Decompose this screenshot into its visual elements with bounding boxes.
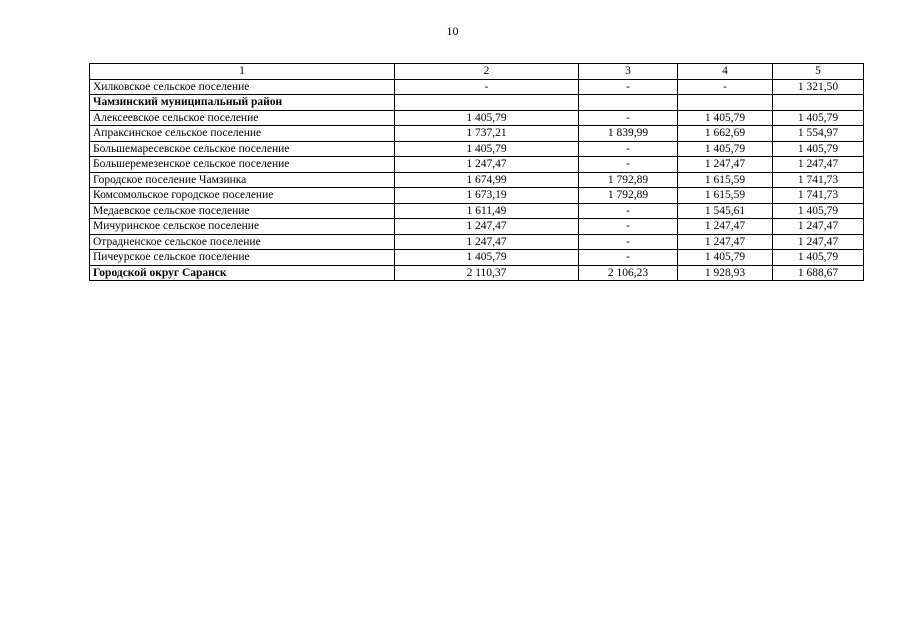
cell-col-3: 1 792,89: [579, 188, 678, 204]
cell-col-5: 1 405,79: [773, 250, 864, 266]
cell-col-5: 1 688,67: [773, 265, 864, 281]
table-row: [90, 219, 864, 235]
cell-col-5: 1 405,79: [773, 141, 864, 157]
row-name: Хилковское сельское поселение: [90, 79, 395, 95]
cell-col-2: [395, 95, 579, 111]
cell-col-2: -: [395, 79, 579, 95]
cell-col-4: 1 405,79: [678, 110, 773, 126]
cell-col-4: 1 615,59: [678, 188, 773, 204]
column-header-3: 3: [579, 64, 678, 80]
cell-col-4: 1 405,79: [678, 250, 773, 266]
table-row-section: [90, 265, 864, 281]
row-name: Большемаресевское сельское поселение: [90, 141, 395, 157]
cell-col-5: 1 321,50: [773, 79, 864, 95]
cell-col-4: 1 928,93: [678, 265, 773, 281]
table-row: [90, 126, 864, 142]
row-name: Отрадненское сельское поселение: [90, 234, 395, 250]
cell-col-3: -: [579, 203, 678, 219]
cell-col-5: 1 554,97: [773, 126, 864, 142]
cell-col-5: 1 741,73: [773, 172, 864, 188]
table-row: [90, 188, 864, 204]
cell-col-5: 1 247,47: [773, 219, 864, 235]
cell-col-5: 1 247,47: [773, 234, 864, 250]
table-row-section: [90, 95, 864, 111]
column-header-2: 2: [395, 64, 579, 80]
cell-col-4: 1 247,47: [678, 219, 773, 235]
table-row: [90, 157, 864, 173]
cell-col-2: 1 611,49: [395, 203, 579, 219]
row-name: Медаевское сельское поселение: [90, 203, 395, 219]
cell-col-3: -: [579, 157, 678, 173]
cell-col-2: 1 674,99: [395, 172, 579, 188]
page-number: 10: [446, 24, 459, 38]
cell-col-5: 1 741,73: [773, 188, 864, 204]
table-row: [90, 79, 864, 95]
cell-col-2: 1 247,47: [395, 234, 579, 250]
cell-col-3: -: [579, 110, 678, 126]
cell-col-2: 1 737,21: [395, 126, 579, 142]
cell-col-2: 1 673,19: [395, 188, 579, 204]
cell-col-3: -: [579, 141, 678, 157]
table-row: [90, 141, 864, 157]
row-name: Алексеевское сельское поселение: [90, 110, 395, 126]
cell-col-2: 1 405,79: [395, 141, 579, 157]
cell-col-3: -: [579, 219, 678, 235]
table-row: [90, 250, 864, 266]
table-row: [90, 172, 864, 188]
cell-col-2: 1 247,47: [395, 219, 579, 235]
column-header-4: 4: [678, 64, 773, 80]
row-name: Городской округ Саранск: [90, 265, 395, 281]
column-header-5: 5: [773, 64, 864, 80]
row-name: Мичуринское сельское поселение: [90, 219, 395, 235]
table-row: [90, 203, 864, 219]
cell-col-4: 1 247,47: [678, 157, 773, 173]
cell-col-5: 1 247,47: [773, 157, 864, 173]
row-name: Комсомольское городское поселение: [90, 188, 395, 204]
cell-col-3: -: [579, 79, 678, 95]
cell-col-3: [579, 95, 678, 111]
cell-col-4: 1 615,59: [678, 172, 773, 188]
cell-col-4: 1 405,79: [678, 141, 773, 157]
header-row: [90, 64, 864, 80]
cell-col-5: 1 405,79: [773, 110, 864, 126]
cell-col-3: 1 792,89: [579, 172, 678, 188]
table-row: [90, 110, 864, 126]
row-name: Апраксинское сельское поселение: [90, 126, 395, 142]
row-name: Пичеурское сельское поселение: [90, 250, 395, 266]
cell-col-3: 2 106,23: [579, 265, 678, 281]
cell-col-5: 1 405,79: [773, 203, 864, 219]
cell-col-4: 1 545,61: [678, 203, 773, 219]
cell-col-3: 1 839,99: [579, 126, 678, 142]
cell-col-4: [678, 95, 773, 111]
cell-col-3: -: [579, 234, 678, 250]
cell-col-2: 1 247,47: [395, 157, 579, 173]
column-header-1: 1: [90, 64, 395, 80]
cell-col-4: 1 662,69: [678, 126, 773, 142]
cell-col-3: -: [579, 250, 678, 266]
table-row: [90, 234, 864, 250]
cell-col-2: 2 110,37: [395, 265, 579, 281]
cell-col-5: [773, 95, 864, 111]
row-name: Большеремезенское сельское поселение: [90, 157, 395, 173]
cell-col-4: -: [678, 79, 773, 95]
table-body: [90, 79, 864, 281]
row-name: Городское поселение Чамзинка: [90, 172, 395, 188]
tariff-table: [89, 63, 864, 281]
cell-col-4: 1 247,47: [678, 234, 773, 250]
cell-col-2: 1 405,79: [395, 110, 579, 126]
row-name: Чамзинский муниципальный район: [90, 95, 395, 111]
cell-col-2: 1 405,79: [395, 250, 579, 266]
